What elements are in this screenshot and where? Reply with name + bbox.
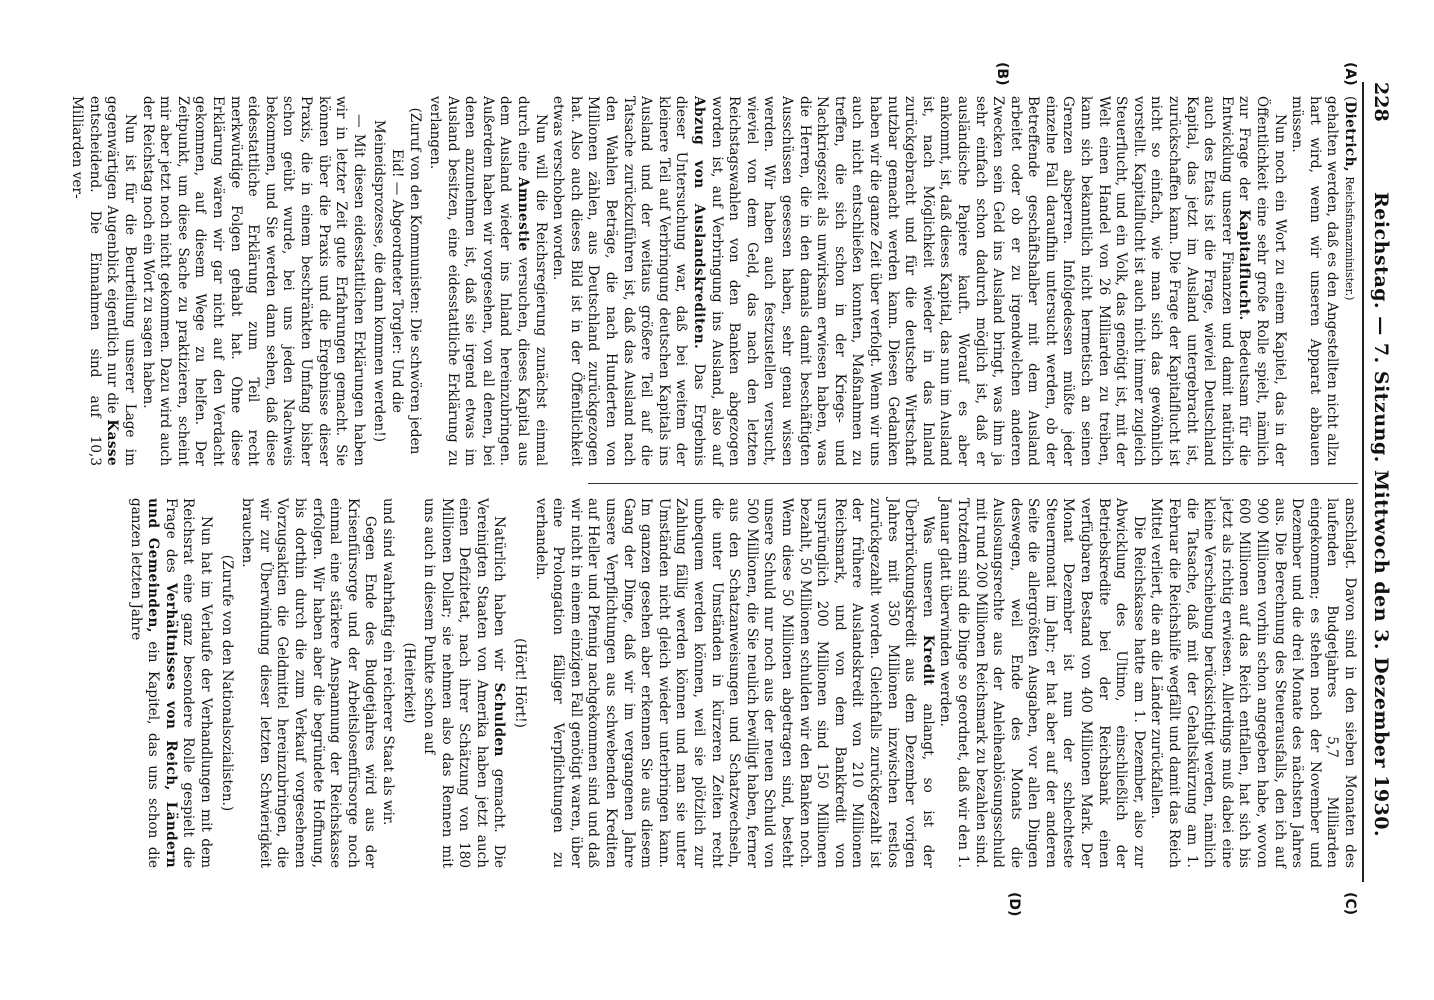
paragraph-kredit — [531, 498, 936, 868]
text-run: Nun will die Reichsregierung zunächst einmal durch eine — [515, 96, 549, 466]
paragraph-schulden — [420, 498, 508, 868]
running-head: Reichstag. — 7. Sitzung. Mittwoch den 3. Dezember 1930. — [1370, 192, 1392, 838]
text-run: Nun hat im Verlaufe der Verhandlungen mit dem Reichsrat eine ganz besondere Rolle gespielt die Frage des — [162, 498, 214, 868]
text-run: Nun noch ein Wort zu einem Kapitel, das in der Öffentlichkeit eine sehr große Rolle spielt, nämlich zur Frage der — [1236, 96, 1288, 466]
text-run: versuchen, dieses Kapital aus dem Ausland wieder ins Inland hereinzubringen. Außerdem haben wir vorgesehen, von all denen, bei denen anzunehmen ist, daß sie irgend etwas im Ausland besitzen, eine eidesstattliche Erklärung zu verlangen. — [427, 96, 532, 467]
interjection-kommunisten: (Zuruf von den Kommunisten: Die schwören jeden Eid! — Abgeordneter Torgler: Und die Meineidsprozesse, die dann kommen werden!) — [371, 107, 423, 455]
paragraph-amnestie — [426, 96, 549, 466]
paragraph-reichskasse: Die Reichskasse hatte am 1. Dezember, also zur Abwicklung des Ultimo, einschließlich der Betriebskredite bei der Reichsbank einen verfügbaren Bestand von 400 Millionen Mark. Der Monat Dezember ist nun der schlechteste Steuermonat im Jahr; er hat aber auf der anderen Seite die allergrößten Ausgaben, vor allen Dingen deswegen, weil Ende des Monats die Auslosungsrechte aus der Anleiheablösungsschuld mit rund 200 Millionen Reichsmark zu bezahlen sind. Trotzdem sind die Dinge so geordnet, daß wir den 1. Januar glatt überwinden werden. — [937, 498, 1147, 868]
text-run: Natürlich haben wir — [491, 516, 508, 671]
paragraph-verhaeltnis — [126, 498, 214, 868]
paragraph-erklaerungen: — Mit diesen eidesstattlichen Erklärungen haben wir in letzter Zeit gute Erfahrungen gemacht. Sie können über die Praxis und die Ergebnisse dieser Praxis, die in einem beschränkten Umfang bisher schon geübt wurde, bei uns jeden Nachweis bekommen, und Sie werden dann sehen, daß diese eidesstattliche Erklärung zum Teil recht merkwürdige Folgen gehabt hat. Ohne diese Erklärung wären wir gar nicht auf den Verdacht gekommen, auf diesem Wege zu helfen. Der Zeitpunkt, um diese Sache zu praktizieren, scheint mir aber jetzt noch nicht gekommen. Dazu wird auch der Reichstag noch ein Wort zu sagen haben. — [139, 96, 367, 466]
page-header — [1366, 82, 1392, 872]
emphasis-abzug: Abzug von Auslandskrediten. — [691, 96, 708, 350]
margin-marker-a: (A) — [1342, 62, 1358, 86]
speaker-name: Dietrich, — [1342, 101, 1358, 173]
interjection-nationalsozialisten: (Zurufe von den Nationalsozialisten.) — [218, 554, 235, 812]
interjection-heiterkeit: (Heiterkeit) — [400, 642, 417, 724]
emphasis-amnestie: Amnestie — [515, 177, 532, 252]
emphasis-schulden: Schulden — [491, 682, 508, 757]
left-column — [69, 96, 1358, 467]
text-run: entscheidend. Die Einnahmen sind auf 10,3 Milliarden ver- — [69, 96, 103, 466]
paragraph-budgetjahr: Gegen Ende des Budgetjahres wird aus der Krisenfürsorge und der Arbeitslosenfürsorge noch einmal eine stärkere Anspannung der Reichskasse erfolgen. Wir haben aber die begründete Hoffnung, bis dorthin durch die zum Verkauf vorgesehenen Vorzugsaktien die Geldmittel hereinzubringen, die wir zur Überwindung dieser letzten Schwierigkeit brauchen. — [239, 498, 379, 868]
margin-marker-d: (D) — [1006, 892, 1022, 917]
paragraph-reicherer-staat: und sind wahrhaftig ein reicherer Staat als wir. — [379, 498, 396, 826]
margin-marker-c: (C) — [1342, 892, 1358, 916]
text-run: Bedeutsam für die Entwicklung unserer Finanzen und damit natürlich auch des Etats ist die Frage, wieviel Deutschland Kapital, das jetzt im Ausland untergebracht ist, zurückschaffen kann. Die Frage der Kapitalflucht ist nicht so einfach, wie man sich das gewöhnlich vorstellt. Kapitalflucht ist auch nicht immer zugleich Steuerflucht, und ein Volk, das genötigt ist, mit der Welt einen Handel von 26 Milliarden zu treiben, kann sich bekanntlich nicht hermetisch an seinen Grenzen absperren. Infolgedessen müßte jeder einzelne Fall daraufhin untersucht werden, ob der Betreffende geschäftshalber mit dem Ausland arbeitet oder ob er zu irgendwelchen anderen Zwecken sein Geld ins Ausland bringt, was ihm ja sehr einfach schon dadurch möglich ist, daß er ausländische Papiere kauft. Worauf es aber ankommt, ist, daß dieses Kapital, das nun im Ausland ist, nach Möglichkeit wieder in das Inland zurückgebracht und für die deutsche Wirtschaft nutzbar gemacht werden kann. Diesen Gedanken haben wir die ganze Zeit über verfolgt. Wenn wir uns auch nicht entschließen konnten, Maßnahmen zu treffen, die sich schon in der Kriegs- und Nachkriegszeit als unwirksam erwiesen haben, was die Herren, die in den damals damit beschäftigten Ausschüssen gesessen haben, sehr genau wissen werden. Wir haben auch festzustellen versucht, wieviel von dem Geld, das nach den letzten Reichstagswahlen von den Banken abgezogen worden ist, auf Verbringung ins Ausland, also auf — [708, 96, 1253, 466]
page-number: 228 — [1370, 82, 1392, 122]
speaker-role: Reichsfinanzminister.) — [1343, 176, 1356, 301]
column-divider — [588, 483, 1358, 484]
paragraph-kapitalflucht — [549, 96, 1288, 466]
interjection-hoert: (Hört! Hört!) — [512, 638, 529, 728]
text-run: ein Kapitel, das uns schon die ganzen letzten Jahre — [127, 498, 162, 869]
paragraph-kasse — [68, 96, 138, 466]
text-run: Was unseren — [919, 516, 936, 618]
text-run: gemacht. Die Vereinigten Staaten von Amerika haben jetzt auch einen Defizitetat, nach ihrer Schätzung von 180 Millionen Dollar; sie nehmen also das Rennen mit uns auch in diesem Punkte schon auf — [421, 498, 508, 868]
text-run: Nun ist für die Beurteilung unserer Lage im gegenwärtigen Augenblick eigentlich nur die — [104, 96, 139, 466]
emphasis-kredit: Kredit — [919, 634, 936, 686]
text-run: Das Ergebnis dieser Untersuchung war, daß bei weitem der kleinere Teil auf Verbringung deutschen Kapitals ins Ausland und der weitaus größere Teil auf die Tatsache zurückzuführen ist, daß das Ausland nach den Wahlen Beträge, die nach Hunderten von Millionen zählen, aus Deutschland zurückgezogen hat. Also auch dieses Bild ist in der Öffentlichkeit etwas verschoben worden. — [550, 96, 708, 467]
header-rule — [1363, 82, 1365, 882]
opening-paragraph: gehalten werden, daß es den Angestellten nicht allzu hart wird, wenn wir unseren Apparat abbauen müssen. — [1289, 96, 1341, 466]
paragraph-einnahmen: anschlagt. Davon sind in den sieben Monaten des laufenden Budgetjahres 5,7 Milliarden eingekommen; es stehen noch der November und Dezember und die drei Monate des nächsten Jahres aus. Die Berechnung des Steuerausfalls, den ich auf 900 Millionen vorhin schon angegeben habe, wovon 600 Millionen auf das Reich entfallen, hat sich bis jetzt als richtig erwiesen. Allerdings muß dabei eine kleine Verschiebung berücksichtigt werden, nämlich die Tatsache, daß mit der Gehaltskürzung am 1. Februar die Reichshilfe wegfällt und damit das Reich Mittel verliert, die an die Länder zurückfallen. — [1148, 498, 1358, 868]
speaker-line: (Dietrich, Reichsfinanzminister.) — [1342, 96, 1358, 301]
margin-marker-b: (B) — [994, 62, 1010, 86]
emphasis-verhaeltnis: Verhältnisses von Reich, Ländern und Gemeinden, — [145, 498, 179, 868]
emphasis-kasse: Kasse — [104, 419, 121, 466]
right-column — [127, 498, 1358, 869]
emphasis-kapitalflucht: Kapitalflucht. — [1236, 209, 1253, 321]
text-run: anlangt, so ist der Überbrückungskredit aus dem Dezember vorigen Jahres mit 350 Millionen inzwischen restlos zurückgezahlt worden. Gleichfalls zurückgezahlt ist der frühere Auslandskredit von 210 Millionen Reichsmark, und von dem Bankkredit von ursprünglich 200 Millionen sind 150 Millionen bezahlt, 50 Millionen schulden wir den Banken noch. Wenn diese 50 Millionen abgetragen sind, besteht unsere Schuld nur noch aus der neuen Schuld von 500 Millionen, die Sie neulich bewilligt haben, ferner aus den Schatzanweisungen und Schatzwechseln, die unter Umständen in kürzeren Zeiten recht unbequem werden können, weil sie plötzlich zur Zahlung fällig werden können und man sie unter Umständen nicht gleich wieder unterbringen kann. Im ganzen gesehen aber erkennen Sie aus diesem Gang der Dinge, daß wir im vergangenen Jahre unsere Verpflichtungen aus schwebenden Krediten auf Heller und Pfennig nachgekommen sind und daß wir nicht in einem einzigen Fall genötigt waren, über eine Prolongation fälliger Verpflichtungen zu verhandeln. — [532, 498, 936, 868]
